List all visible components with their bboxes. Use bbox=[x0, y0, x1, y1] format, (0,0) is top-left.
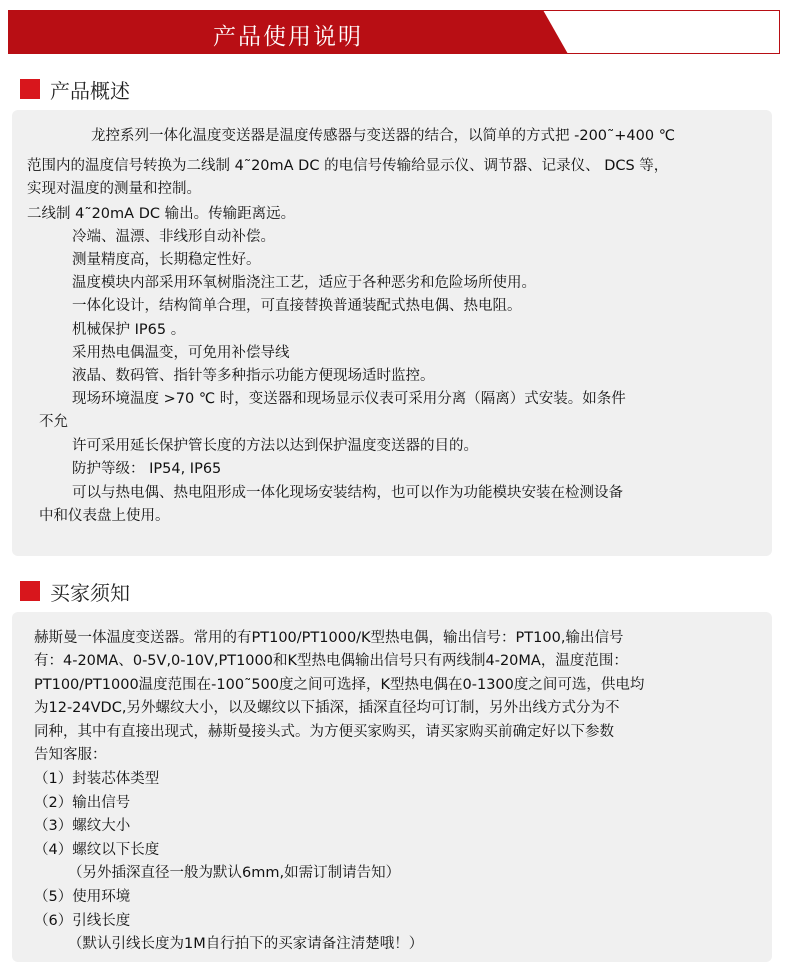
buyer-list-item: （5）使用环境 bbox=[34, 889, 131, 905]
overview-line: 可以与热电偶、热电阻形成一体化现场安装结构，也可以作为功能模块安装在检测设备 bbox=[72, 485, 623, 501]
overview-line: 范围内的温度信号转换为二线制 4˜20mA DC 的电信号传输给显示仪、调节器、记录仪、 DCS 等， bbox=[27, 158, 669, 174]
overview-line: 龙控系列一体化温度变送器是温度传感器与变送器的结合，以简单的方式把 -200˜+400 ℃ bbox=[91, 128, 675, 144]
buyer-line: 赫斯曼一体温度变送器。常用的有PT100/PT1000/K型热电偶，输出信号：PT100,输出信号 bbox=[34, 630, 624, 646]
buyer-line: 告知客服： bbox=[34, 747, 107, 763]
overview-line: 机械保护 IP65 。 bbox=[72, 322, 186, 338]
buyer-title: 买家须知 bbox=[50, 580, 130, 605]
overview-line: 冷端、温漂、非线形自动补偿。 bbox=[72, 229, 275, 245]
buyer-list-item: （4）螺纹以下长度 bbox=[34, 842, 160, 858]
buyer-line: 有：4-20MA、0-5V,0-10V,PT1000和K型热电偶输出信号只有两线制4-20MA，温度范围： bbox=[34, 653, 628, 669]
buyer-list-note: （默认引线长度为1M自行拍下的买家请备注清楚哦！） bbox=[68, 936, 424, 952]
buyer-line: 同种，其中有直接出现式，赫斯曼接头式。为方便买家购买，请买家购买前确定好以下参数 bbox=[34, 724, 614, 740]
overview-line: 二线制 4˜20mA DC 输出。传输距离远。 bbox=[27, 206, 296, 222]
overview-line: 采用热电偶温变，可免用补偿导线 bbox=[72, 345, 290, 361]
buyer-line: PT100/PT1000温度范围在-100˜500度之间可选择，K型热电偶在0-1300度之间可选，供电均 bbox=[34, 677, 645, 693]
overview-line: 不允 bbox=[39, 414, 68, 430]
overview-line: 中和仪表盘上使用。 bbox=[39, 508, 170, 524]
buyer-heading bbox=[20, 576, 130, 606]
buyer-list-item: （1）封装芯体类型 bbox=[34, 771, 160, 787]
overview-line: 温度模块内部采用环氧树脂浇注工艺，适应于各种恶劣和危险场所使用。 bbox=[72, 275, 536, 291]
buyer-list-item: （2）输出信号 bbox=[34, 795, 131, 811]
overview-heading bbox=[20, 74, 130, 104]
overview-line: 许可采用延长保护管长度的方法以达到保护温度变送器的目的。 bbox=[72, 438, 478, 454]
overview-line: 防护等级： IP54, IP65 bbox=[72, 461, 222, 477]
overview-panel bbox=[12, 110, 772, 556]
buyer-line: 为12-24VDC,另外螺纹大小，以及螺纹以下插深，插深直径均可订制，另外出线方式分为不 bbox=[34, 700, 620, 716]
page-title: 产品使用说明 bbox=[213, 24, 363, 50]
buyer-panel bbox=[12, 612, 772, 962]
overview-line: 一体化设计，结构简单合理，可直接替换普通装配式热电偶、热电阻。 bbox=[72, 298, 522, 314]
overview-line: 测量精度高，长期稳定性好。 bbox=[72, 252, 261, 268]
overview-line: 现场环境温度 >70 ℃ 时，变送器和现场显示仪表可采用分离（隔离）式安装。如条件 bbox=[72, 391, 626, 407]
top-banner bbox=[8, 10, 780, 54]
buyer-list-item: （6）引线长度 bbox=[34, 913, 131, 929]
buyer-list-item: （3）螺纹大小 bbox=[34, 818, 131, 834]
overview-title: 产品概述 bbox=[50, 78, 130, 103]
overview-line: 液晶、数码管、指针等多种指示功能方便现场适时监控。 bbox=[72, 368, 435, 384]
overview-line: 实现对温度的测量和控制。 bbox=[27, 181, 201, 197]
heading-square-icon bbox=[20, 79, 40, 99]
buyer-list-note: （另外插深直径一般为默认6mm,如需订制请告知） bbox=[68, 865, 401, 881]
heading-square-icon bbox=[20, 581, 40, 601]
